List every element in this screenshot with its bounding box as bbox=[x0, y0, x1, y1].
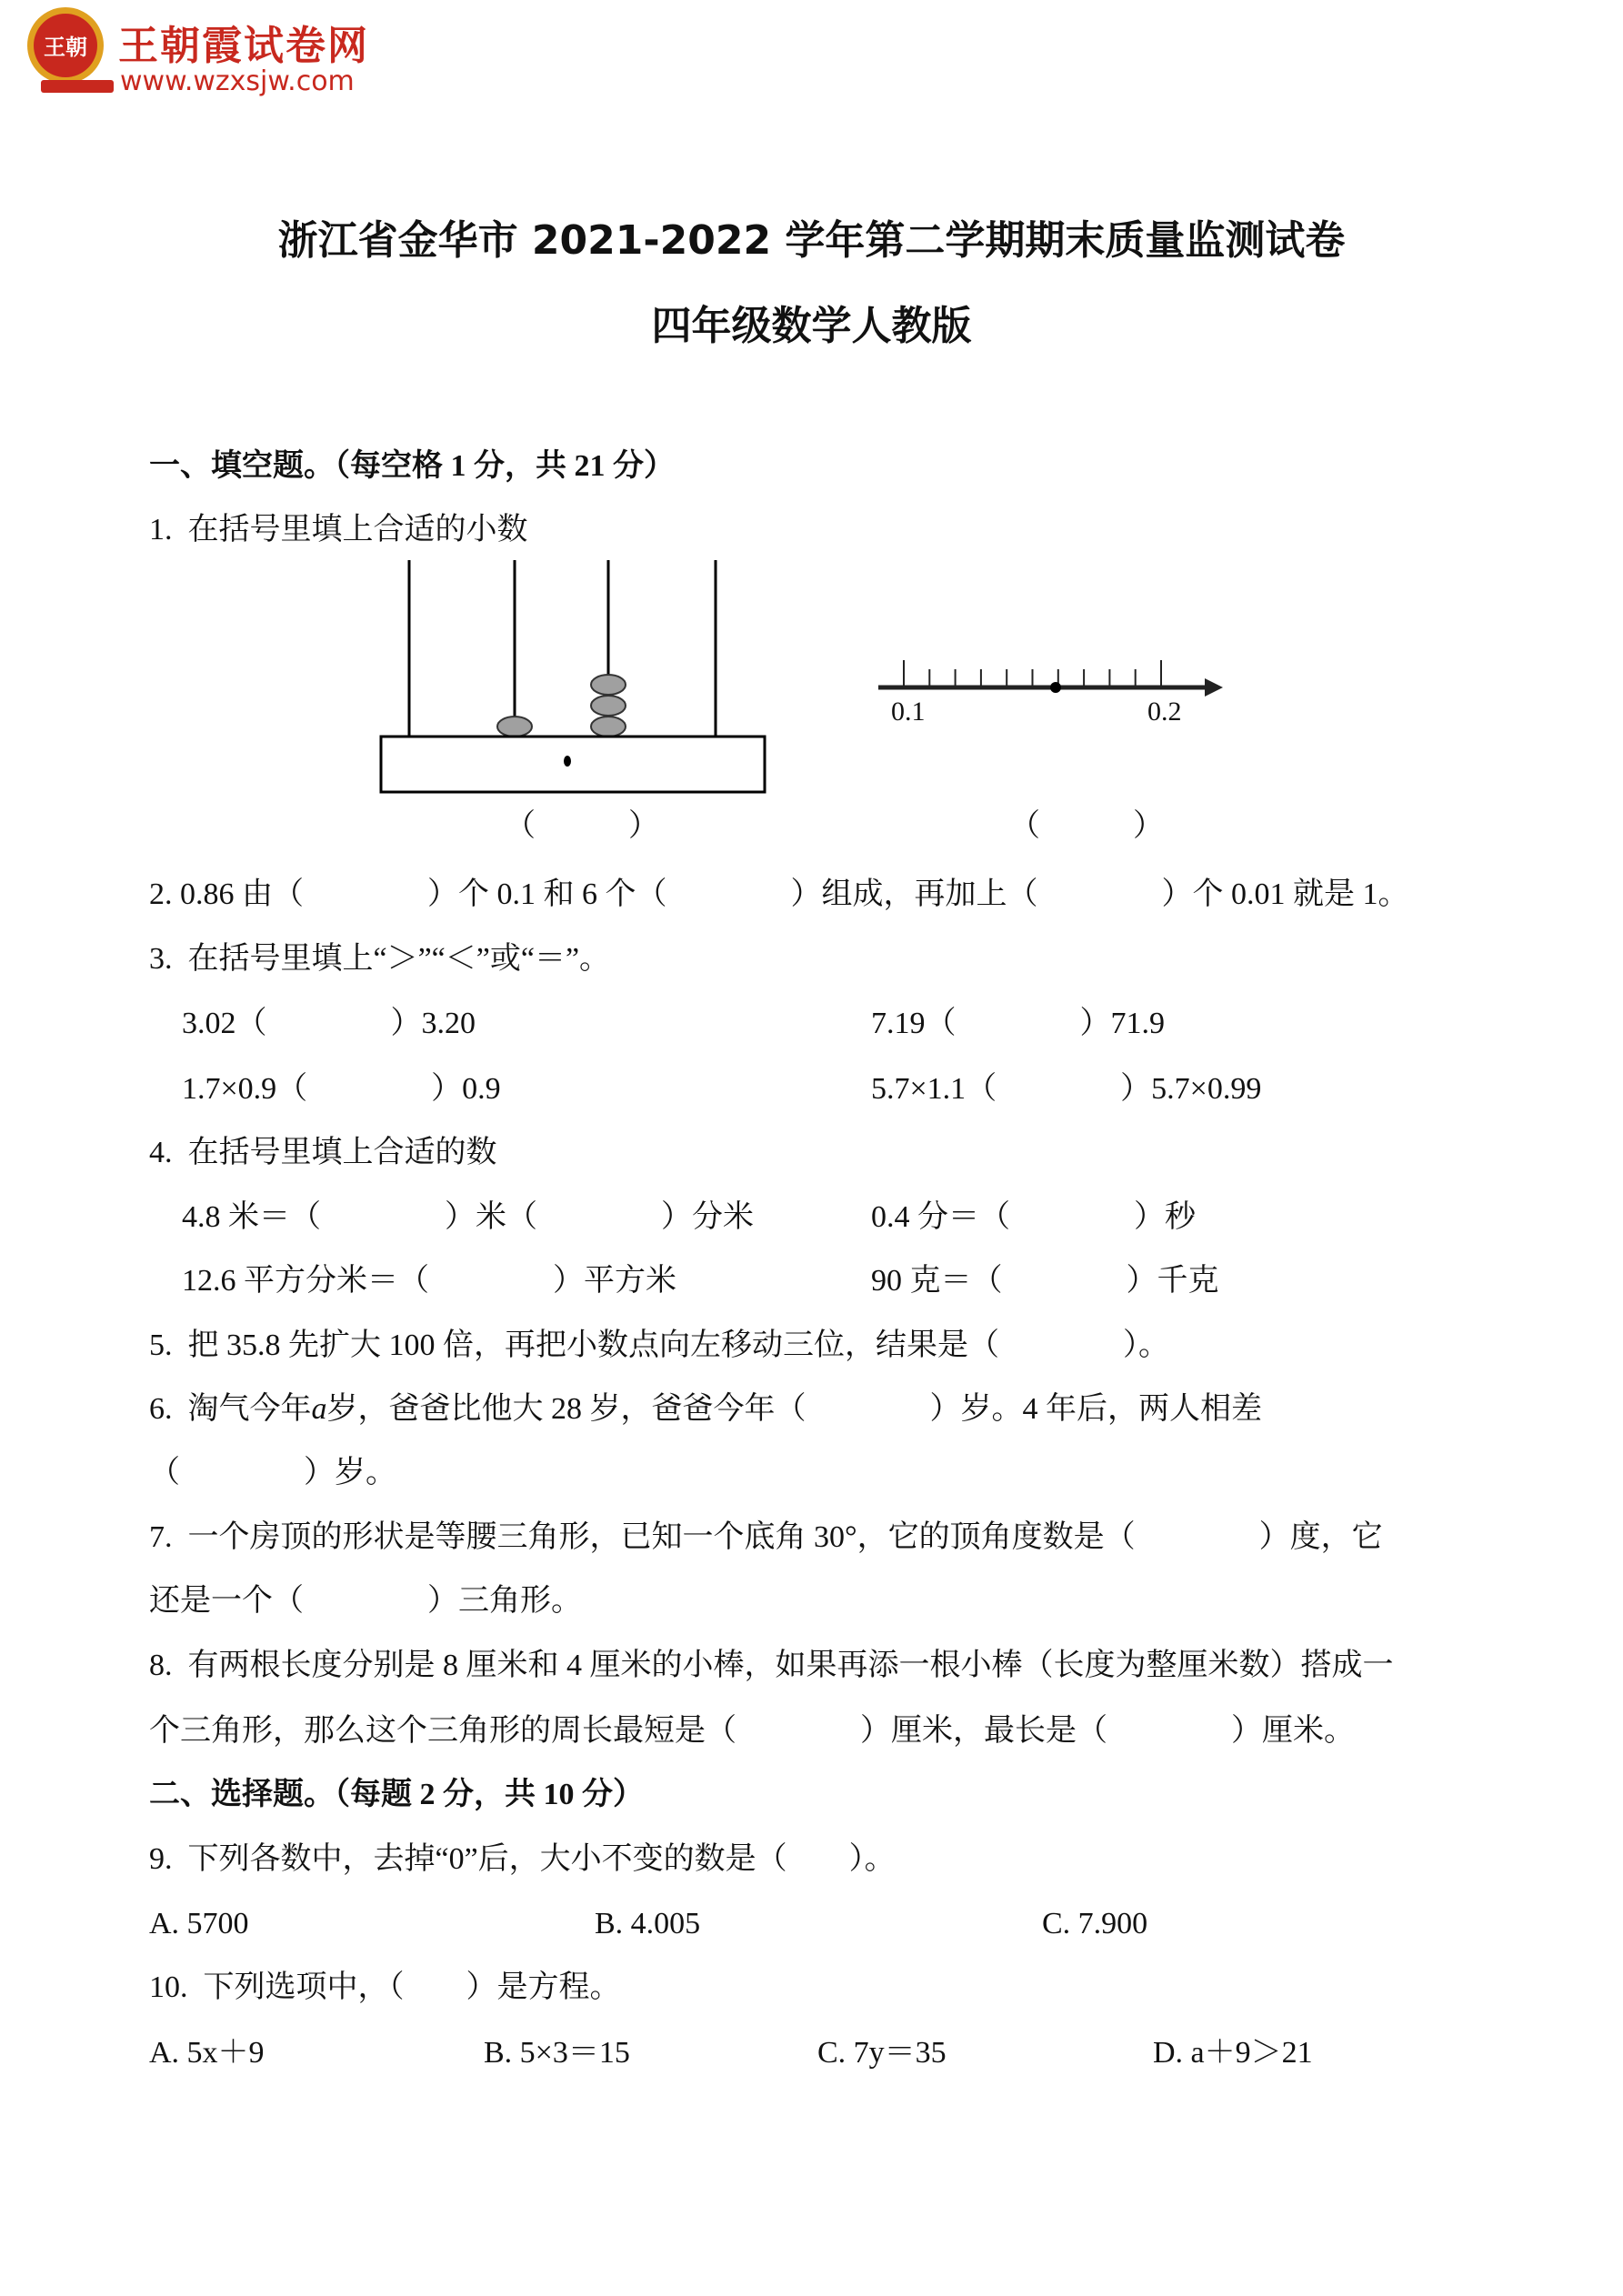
q3-text: 3. 在括号里填上“＞”“＜”或“＝”。 bbox=[149, 942, 611, 976]
section1-heading: 一、填空题。（每空格 1 分，共 21 分） bbox=[149, 449, 675, 483]
q6-line2: （ ）岁。 bbox=[149, 1456, 396, 1489]
q8-line1: 8. 有两根长度分别是 8 厘米和 4 厘米的小棒，如果再添一根小棒（长度为整厘米数）搭成一 bbox=[149, 1649, 1394, 1682]
section2-heading: 二、选择题。（每题 2 分，共 10 分） bbox=[149, 1778, 644, 1811]
q9-option-c[interactable]: C. 7.900 bbox=[1042, 1907, 1148, 1940]
q10-option-b[interactable]: B. 5×3＝15 bbox=[484, 2036, 630, 2070]
title-line2: 四年级数学人教版 bbox=[651, 303, 972, 349]
q6-text-b: 岁，爸爸比他大 28 岁，爸爸今年（ ）岁。4 年后，两人相差 bbox=[326, 1392, 1262, 1426]
q9-option-b[interactable]: B. 4.005 bbox=[595, 1907, 701, 1940]
title-line1: 浙江省金华市 2021-2022 学年第二学期期末质量监测试卷 bbox=[277, 217, 1346, 264]
marked-point bbox=[1050, 682, 1061, 693]
q5-text: 5. 把 35.8 先扩大 100 倍，再把小数点向左移动三位，结果是（ ）。 bbox=[149, 1328, 1169, 1362]
q10-option-d[interactable]: D. a＋9＞21 bbox=[1153, 2036, 1313, 2070]
q10-option-c[interactable]: C. 7y＝35 bbox=[817, 2036, 947, 2070]
number-line-figure bbox=[878, 660, 1223, 697]
abacus-base bbox=[381, 737, 765, 792]
q3-item: 5.7×1.1（ ）5.7×0.99 bbox=[871, 1072, 1262, 1106]
abacus-bead bbox=[591, 717, 626, 737]
q4-text: 4. 在括号里填上合适的数 bbox=[149, 1136, 497, 1169]
logo-badge-text: 王朝 bbox=[44, 35, 87, 60]
decimal-point bbox=[564, 756, 571, 767]
q1-blank-right[interactable]: （ ） bbox=[1009, 809, 1164, 843]
q3-item: 7.19（ ）71.9 bbox=[871, 1007, 1165, 1040]
logo-url: www.wzxsjw.com bbox=[120, 65, 355, 97]
q7-line2: 还是一个（ ）三角形。 bbox=[149, 1584, 582, 1618]
q1-text: 1. 在括号里填上合适的小数 bbox=[149, 513, 528, 546]
logo-badge-icon bbox=[27, 7, 114, 93]
q6-line1 bbox=[149, 1391, 1262, 1428]
q1-blank-left[interactable]: （ ） bbox=[505, 809, 659, 843]
q7-line1: 7. 一个房顶的形状是等腰三角形，已知一个底角 30°，它的顶角度数是（ ）度，它 bbox=[149, 1520, 1383, 1554]
abacus-bead bbox=[591, 675, 626, 695]
arrow-icon bbox=[1205, 678, 1223, 697]
q4-item: 4.8 米＝（ ）米（ ）分米 bbox=[182, 1200, 754, 1234]
q3-item: 3.02（ ）3.20 bbox=[182, 1007, 476, 1040]
abacus-bead bbox=[497, 717, 532, 737]
numberline-end-label: 0.2 bbox=[1147, 697, 1182, 727]
q4-item: 0.4 分＝（ ）秒 bbox=[871, 1200, 1196, 1234]
numberline-start-label: 0.1 bbox=[891, 697, 926, 727]
q2-text: 2. 0.86 由（ ）个 0.1 和 6 个（ ）组成，再加上（ ）个 0.01 就是 1。 bbox=[149, 877, 1409, 911]
q6-variable: a bbox=[311, 1392, 327, 1426]
logo-name: 王朝霞试卷网 bbox=[118, 23, 369, 69]
q3-item: 1.7×0.9（ ）0.9 bbox=[182, 1072, 501, 1106]
q6-text-a: 6. 淘气今年 bbox=[149, 1392, 312, 1426]
q8-line2: 个三角形，那么这个三角形的周长最短是（ ）厘米，最长是（ ）厘米。 bbox=[149, 1714, 1355, 1748]
q9-option-a[interactable]: A. 5700 bbox=[149, 1907, 249, 1940]
q10-option-a[interactable]: A. 5x＋9 bbox=[149, 2036, 265, 2070]
q10-text: 10. 下列选项中，（ ）是方程。 bbox=[149, 1970, 621, 2004]
abacus-figure bbox=[381, 560, 765, 792]
q4-item: 12.6 平方分米＝（ ）平方米 bbox=[182, 1264, 676, 1298]
q4-item: 90 克＝（ ）千克 bbox=[871, 1264, 1219, 1298]
abacus-bead bbox=[591, 696, 626, 716]
q9-text: 9. 下列各数中，去掉“0”后，大小不变的数是（ ）。 bbox=[149, 1842, 896, 1876]
